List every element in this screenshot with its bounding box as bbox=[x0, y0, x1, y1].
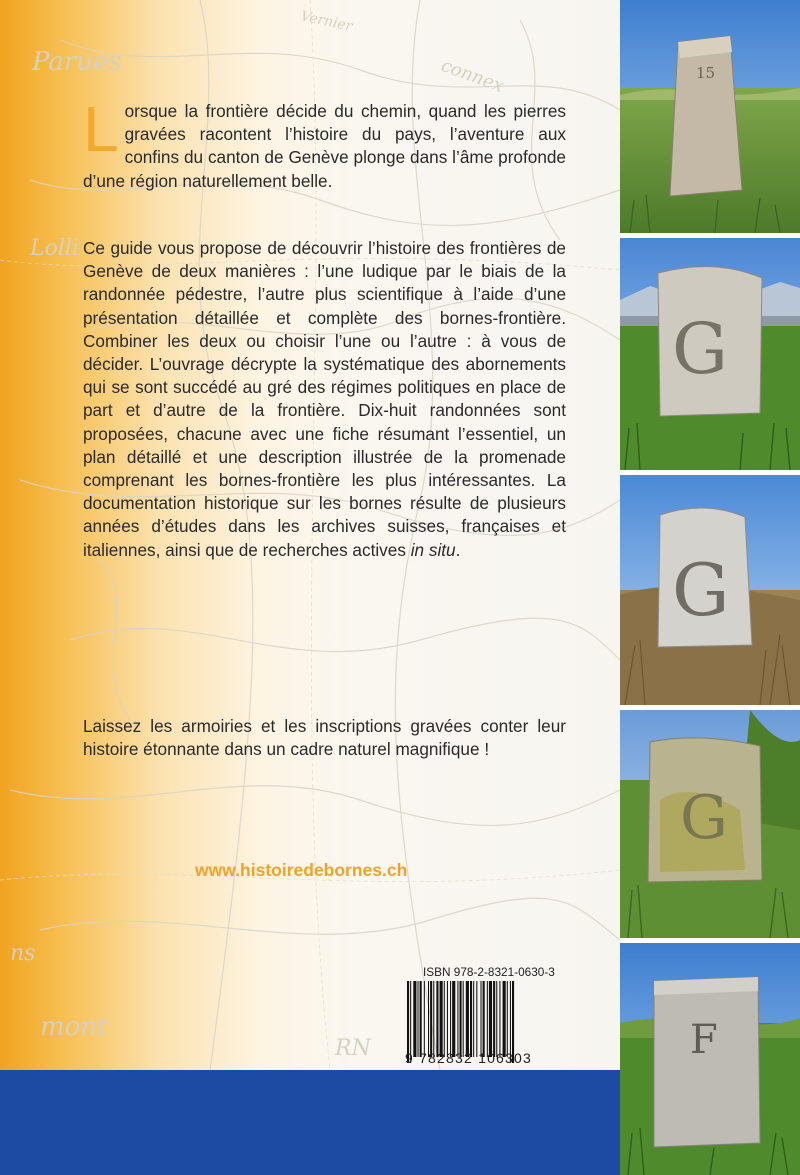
intro-text: orsque la frontière décide du chemin, quand les pierres gravées racontent l’histoire du pays, l’aventure aux confins du canton de Genève plonge dans l’âme profonde d’une région naturellement belle. bbox=[83, 101, 566, 191]
description-italic-text: in situ bbox=[410, 539, 456, 560]
map-label: mont bbox=[40, 1012, 108, 1042]
stone-engraving: G bbox=[680, 783, 728, 853]
map-label: connex bbox=[438, 54, 507, 97]
stone-engraving: G bbox=[672, 308, 728, 390]
isbn-label: ISBN 978-2-8321-0630-3 bbox=[423, 965, 555, 979]
border-stone-photo bbox=[620, 0, 800, 233]
map-label: ns bbox=[10, 941, 36, 966]
footer-band bbox=[0, 1070, 620, 1175]
border-stone-photo bbox=[620, 943, 800, 1175]
map-label: Vernier bbox=[299, 8, 354, 35]
description-text: Ce guide vous propose de découvrir l’histoire des frontières de Genève de deux manières : l’une ludique par le biais de la randonnée pédestre, l’autre plus scientifique à l’aide d’une présentation détaillée et complète des bornes-frontière. Combiner les deux ou choisir l’une ou l’autre : à vous de décider. L’ouvrage décrypte la systématique des abornements qui se sont succédé au gré des régimes politiques en place de part et d’autre de la frontière. Dix-huit randonnées sont proposées, chacune avec une fiche résumant l’essentiel, un plan détaillé et une description illustrée de la promenade comprenant les bornes-frontière les plus intéressantes. La documentation historique sur les bornes résulte de plusieurs années d’études dans les archives suisses, françaises et italiennes, ainsi que de recherches actives bbox=[83, 238, 566, 560]
drop-cap: L bbox=[83, 93, 119, 165]
photo-column bbox=[620, 0, 800, 1175]
map-label: Lolli bbox=[30, 236, 79, 261]
stone-engraving: F bbox=[690, 1017, 718, 1063]
map-label: RN bbox=[335, 1036, 371, 1061]
closing-paragraph bbox=[83, 715, 566, 761]
intro-paragraph bbox=[83, 93, 566, 193]
stone-engraving: 15 bbox=[696, 64, 716, 82]
border-stone-photo bbox=[620, 710, 800, 938]
stone-engraving: G bbox=[672, 548, 730, 632]
closing-text: Laissez les armoiries et les inscriptions gravées conter leur histoire étonnante dans un cadre naturel magnifique ! bbox=[83, 716, 566, 760]
map-label: Parues bbox=[32, 47, 122, 77]
description-end: . bbox=[455, 539, 461, 560]
description-paragraph bbox=[83, 237, 566, 562]
website-link[interactable]: www.histoiredebornes.ch bbox=[195, 860, 408, 880]
border-stone-photo bbox=[620, 475, 800, 705]
isbn-digits: 9 782832 106303 bbox=[405, 1050, 532, 1066]
border-stone-photo bbox=[620, 238, 800, 470]
isbn-block bbox=[405, 965, 562, 1066]
